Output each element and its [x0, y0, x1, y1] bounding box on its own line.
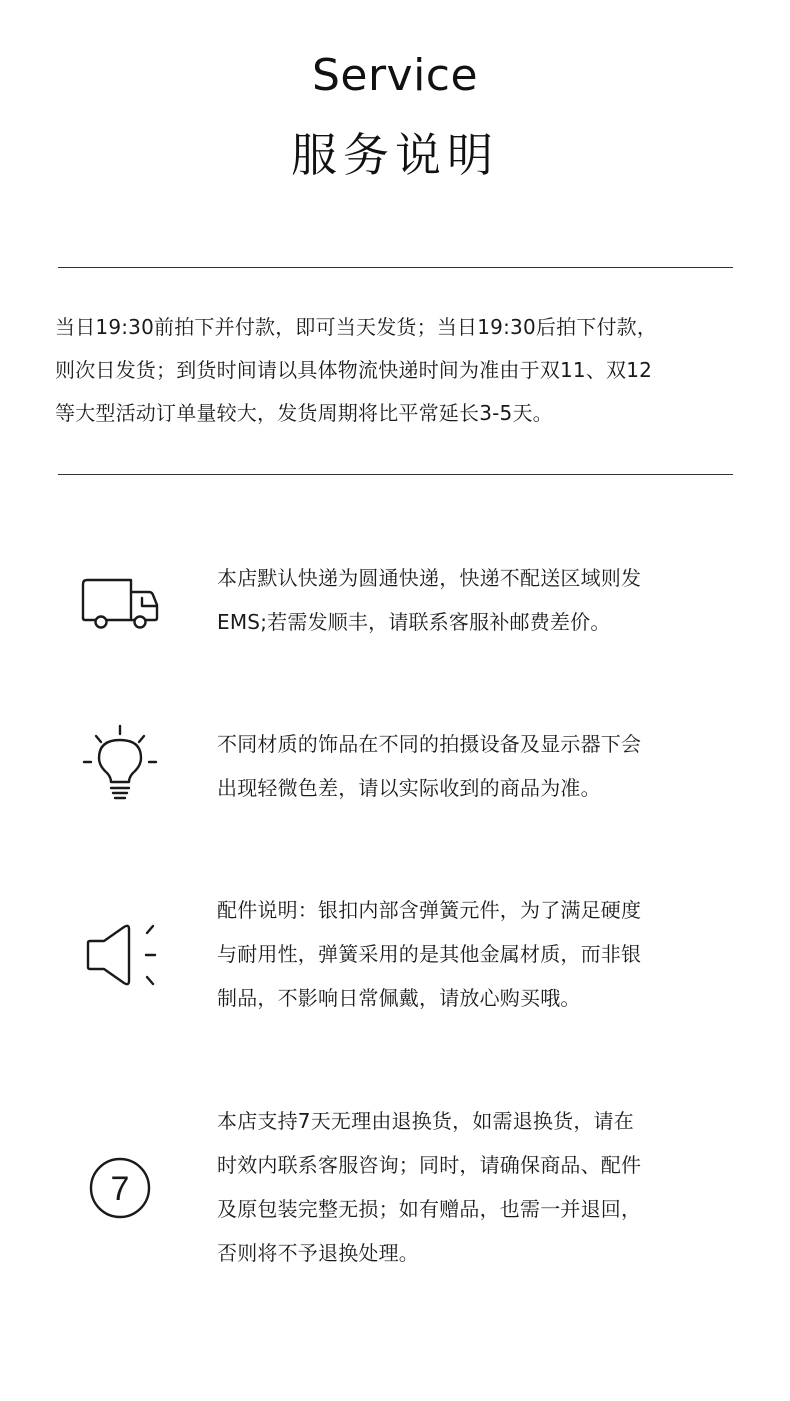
seven-day-return-icon [74, 1141, 166, 1233]
shipping-note-line: 当日19:30前拍下并付款，即可当天发货；当日19:30后拍下付款， [55, 315, 658, 339]
service-item-line: 不同材质的饰品在不同的拍摄设备及显示器下会 [217, 732, 642, 756]
service-item-text [217, 722, 717, 810]
delivery-truck-icon [74, 558, 166, 650]
speaker-icon [74, 907, 166, 999]
divider-bottom [58, 474, 733, 475]
service-item-text [217, 1099, 717, 1275]
shipping-note [55, 306, 745, 435]
shipping-note-line: 则次日发货；到货时间请以具体物流快递时间为准由于双11、双12 [55, 358, 653, 382]
service-item-line: 否则将不予退换处理。 [217, 1241, 419, 1265]
service-item-line: 及原包装完整无损；如有赠品，也需一并退回， [217, 1197, 642, 1221]
service-item-line: 本店默认快递为圆通快递，快递不配送区域则发 [217, 566, 642, 590]
service-item-line: 配件说明：银扣内部含弹簧元件，为了满足硬度 [217, 898, 642, 922]
service-item-line: 与耐用性，弹簧采用的是其他金属材质，而非银 [217, 942, 642, 966]
divider-top [58, 267, 733, 268]
shipping-note-line: 等大型活动订单量较大，发货周期将比平常延长3-5天。 [55, 401, 553, 425]
seven-day-return-number: 7 [110, 1170, 130, 1208]
service-item-line: 出现轻微色差，请以实际收到的商品为准。 [217, 776, 601, 800]
service-item-line: 本店支持7天无理由退换货，如需退换货，请在 [217, 1109, 634, 1133]
page-title-en: Service [311, 50, 479, 101]
service-item-line: 制品，不影响日常佩戴，请放心购买哦。 [217, 986, 581, 1010]
service-item-line: EMS;若需发顺丰，请联系客服补邮费差价。 [217, 610, 611, 634]
light-bulb-icon [74, 722, 166, 814]
service-item-text [217, 556, 717, 644]
service-item-line: 时效内联系客服咨询；同时，请确保商品、配件 [217, 1153, 642, 1177]
page-title-cn: 服务说明 [291, 128, 499, 182]
service-item-text [217, 888, 717, 1020]
